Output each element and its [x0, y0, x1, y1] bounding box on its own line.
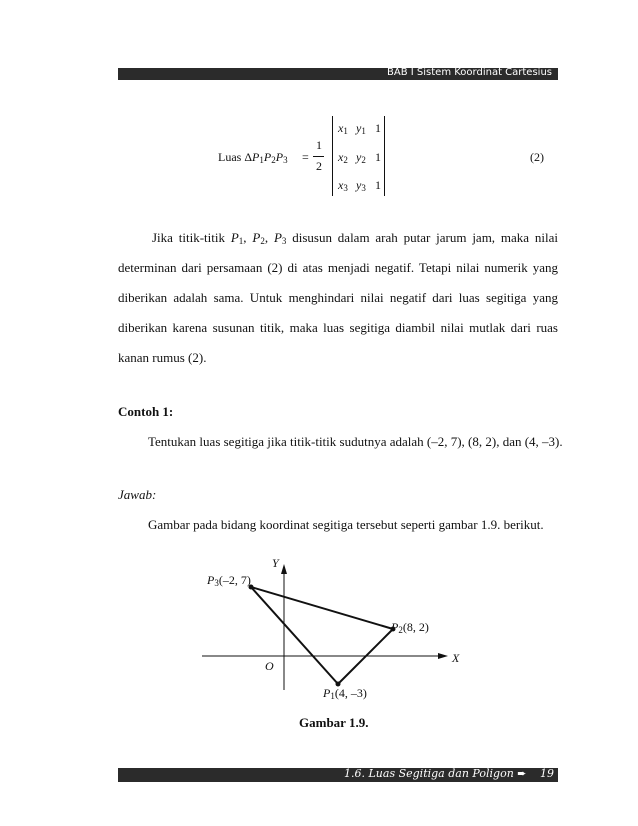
- inline-p2: P: [252, 230, 261, 245]
- formula-frac-num: 1: [316, 138, 322, 152]
- y-axis-arrow: [281, 564, 287, 574]
- matrix-r2-y: $y_2$: [356, 150, 366, 165]
- answer-text: Gambar pada bidang koordinat segitiga tersebut seperti gambar 1.9. berikut.: [148, 517, 544, 532]
- inline-p2-sub: 2: [260, 236, 265, 246]
- footer-bar: [118, 768, 558, 782]
- paragraph-line-4: diberikan karena susunan titik, maka luas segitiga diambil nilai mutlak dari ruas: [118, 320, 558, 335]
- example-heading: Contoh 1:: [118, 404, 174, 419]
- formula-p3: P: [275, 150, 284, 164]
- origin-label: O: [265, 659, 274, 673]
- matrix-r2-x: $x_2$: [338, 150, 348, 165]
- label-p2: $P_2(8$, 2): [391, 620, 429, 635]
- formula-p1: P: [252, 150, 260, 164]
- x-axis-arrow: [438, 653, 448, 659]
- axis-label-y: Y: [272, 556, 279, 570]
- formula-frac-den: 2: [316, 159, 322, 173]
- arrow-right-icon: ➨: [517, 767, 527, 780]
- formula-p1-sub: 1: [259, 155, 264, 165]
- formula-p3-sub: 3: [283, 155, 288, 165]
- example-task: Tentukan luas segitiga jika titik-titik sudutnya adalah (–2, 7), (8, 2), dan (4, –3).: [148, 434, 563, 449]
- answer-heading: Jawab:: [118, 487, 157, 502]
- matrix-r1-x: $x_1$: [338, 121, 348, 136]
- equation-number: (2): [530, 150, 544, 164]
- paragraph-line-5: kanan rumus (2).: [118, 350, 207, 365]
- label-p3: $P_3(-2$, 7): [207, 573, 251, 588]
- paragraph-line-1: Jika titik-titik $P_1$, $P_2$, $P_3$ disusun dalam arah putar jarum jam, maka nilai: [152, 230, 558, 246]
- matrix-r1-y: $y_1$: [356, 121, 366, 136]
- formula-delta: Δ: [244, 150, 253, 164]
- formula-lhs-prefix: Luas: [218, 150, 245, 164]
- paragraph-line-3: diberikan adalah sama. Untuk menghindari nilai negatif dari luas segitiga yang: [118, 290, 558, 305]
- formula-equals: =: [302, 150, 309, 164]
- matrix-r1-one: 1: [375, 121, 381, 135]
- header-title: BAB I Sistem Koordinat Cartesius: [387, 67, 552, 78]
- matrix-r3-one: 1: [375, 178, 381, 192]
- inline-p1-sub: 1: [238, 236, 244, 246]
- matrix-r2-one: 1: [375, 150, 381, 164]
- footer-content: [344, 767, 554, 780]
- figure-caption: Gambar 1.9.: [299, 715, 369, 730]
- inline-p3: P: [273, 230, 282, 245]
- matrix-r3-x: $x_3$: [338, 178, 348, 193]
- formula-p2: P: [263, 150, 272, 164]
- paragraph-line-1-a: Jika titik-titik: [152, 230, 231, 245]
- axis-label-x: X: [452, 651, 460, 665]
- formula-p2-sub: 2: [271, 155, 276, 165]
- paragraph-line-1-b: disusun dalam arah putar jarum jam, maka nilai: [286, 230, 558, 245]
- page-number: 19: [540, 767, 554, 780]
- footer-section: 1.6. Luas Segitiga dan Poligon: [344, 767, 514, 780]
- inline-p3-sub: 3: [281, 236, 287, 246]
- label-p1: $P_1(4$, –3): [323, 686, 367, 701]
- matrix-r3-y: $y_3$: [356, 178, 366, 193]
- inline-p1: P: [230, 230, 239, 245]
- paragraph-line-2: determinan dari persamaan (2) di atas menjadi negatif. Tetapi nilai numerik yang: [118, 260, 558, 275]
- triangle-side-p3-p2: [251, 587, 393, 629]
